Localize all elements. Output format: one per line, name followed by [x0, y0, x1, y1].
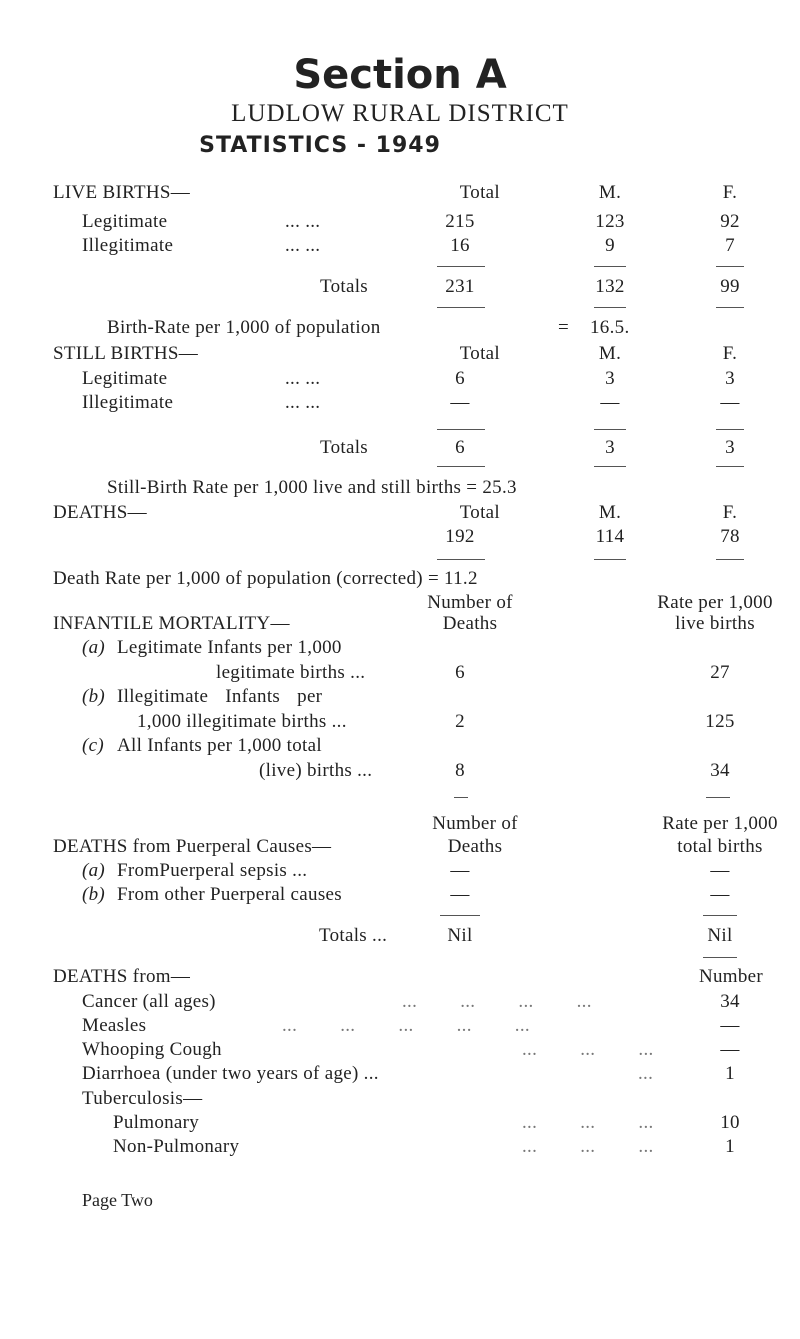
deaths-col-f: F.	[722, 502, 738, 523]
puerperal-b-label: (b)	[82, 884, 106, 905]
still-illegitimate-dots: ... ...	[285, 392, 321, 413]
rule	[716, 559, 744, 560]
rule	[706, 797, 730, 798]
puerperal-a-label: (a)	[82, 860, 106, 881]
puerperal-col2-a: Rate per 1,000	[662, 813, 778, 834]
still-totals-m: 3	[605, 437, 615, 458]
death-rate: Death Rate per 1,000 of population (corrected) = 11.2	[53, 568, 478, 589]
infantile-col2-a: Rate per 1,000	[657, 592, 773, 613]
infantile-c-rate: 34	[710, 760, 730, 781]
deaths-col-m: M.	[598, 502, 622, 523]
rule	[437, 307, 485, 308]
still-illegitimate-m: —	[600, 392, 620, 413]
deaths-from-diarrhoea-value: 1	[725, 1063, 735, 1084]
tb-non-pulmonary-dots: ... ... ...	[522, 1136, 654, 1157]
live-totals-label: Totals	[320, 276, 368, 297]
still-illegitimate-label: Illegitimate	[82, 392, 174, 413]
infantile-b-deaths: 2	[455, 711, 465, 732]
infantile-b-rate: 125	[705, 711, 735, 732]
live-legitimate-total: 215	[445, 211, 475, 232]
live-totals-f: 99	[720, 276, 740, 297]
infantile-a-line2: legitimate births ...	[216, 662, 366, 683]
still-legitimate-f: 3	[725, 368, 735, 389]
puerperal-a-text: FromPuerperal sepsis ...	[117, 860, 308, 881]
still-births-heading: STILL BIRTHS—	[53, 343, 199, 364]
rule	[440, 915, 480, 916]
puerperal-b-deaths: —	[450, 884, 470, 905]
still-totals-f: 3	[725, 437, 735, 458]
deaths-f: 78	[720, 526, 740, 547]
live-legitimate-dots: ... ...	[285, 211, 321, 232]
still-totals-total: 6	[455, 437, 465, 458]
infantile-a-label: (a)	[82, 637, 106, 658]
infantile-col1-a: Number of	[427, 592, 513, 613]
puerperal-a-deaths: —	[450, 860, 470, 881]
infantile-c-deaths: 8	[455, 760, 465, 781]
live-legitimate-m: 123	[595, 211, 625, 232]
live-illegitimate-label: Illegitimate	[82, 235, 174, 256]
rule	[594, 429, 626, 430]
live-births-col-f: F.	[722, 182, 738, 203]
deaths-from-cancer-dots: ... ... ... ...	[402, 991, 592, 1012]
rule	[437, 559, 485, 560]
infantile-b-line1: Illegitimate Infants per	[117, 686, 323, 707]
infantile-a-line1: Legitimate Infants per 1,000	[117, 637, 342, 658]
live-illegitimate-m: 9	[605, 235, 615, 256]
birth-rate-eq: =	[558, 317, 570, 338]
still-births-col-total: Total	[459, 343, 500, 364]
tb-pulmonary-dots: ... ... ...	[522, 1112, 654, 1133]
deaths-from-whooping-dots: ... ... ...	[522, 1039, 654, 1060]
puerperal-col1-a: Number of	[432, 813, 518, 834]
puerperal-totals-deaths: Nil	[447, 925, 473, 946]
deaths-m: 114	[595, 526, 625, 547]
tb-pulmonary-value: 10	[720, 1112, 740, 1133]
infantile-b-label: (b)	[82, 686, 106, 707]
rule	[716, 266, 744, 267]
deaths-heading: DEATHS—	[53, 502, 147, 523]
still-legitimate-label: Legitimate	[82, 368, 168, 389]
puerperal-b-text: From other Puerperal causes	[117, 884, 342, 905]
deaths-from-col: Number	[698, 966, 763, 987]
rule	[437, 466, 485, 467]
rule	[594, 266, 626, 267]
puerperal-col2-b: total births	[677, 836, 763, 857]
infantile-col2-b: live births	[675, 613, 755, 634]
rule	[594, 559, 626, 560]
live-illegitimate-f: 7	[725, 235, 735, 256]
deaths-from-measles-label: Measles	[82, 1015, 147, 1036]
still-totals-label: Totals	[320, 437, 368, 458]
deaths-from-measles-value: —	[720, 1015, 740, 1036]
live-births-col-m: M.	[598, 182, 622, 203]
deaths-from-cancer-label: Cancer (all ages)	[82, 991, 216, 1012]
tb-non-pulmonary-label: Non-Pulmonary	[113, 1136, 240, 1157]
deaths-from-diarrhoea-label: Diarrhoea (under two years of age) ...	[82, 1063, 379, 1084]
live-births-col-total: Total	[459, 182, 500, 203]
section-title: Section A	[293, 52, 507, 98]
deaths-from-diarrhoea-dots: ...	[638, 1063, 654, 1084]
rule	[454, 797, 468, 798]
district-title: LUDLOW RURAL DISTRICT	[231, 100, 569, 127]
live-totals-total: 231	[445, 276, 475, 297]
still-birth-rate: Still-Birth Rate per 1,000 live and still births = 25.3	[107, 477, 517, 498]
still-births-col-f: F.	[722, 343, 738, 364]
tb-non-pulmonary-value: 1	[725, 1136, 735, 1157]
still-legitimate-total: 6	[455, 368, 465, 389]
infantile-c-line1: All Infants per 1,000 total	[117, 735, 322, 756]
rule	[716, 466, 744, 467]
rule	[594, 307, 626, 308]
puerperal-col1-b: Deaths	[447, 836, 503, 857]
live-legitimate-label: Legitimate	[82, 211, 168, 232]
deaths-from-whooping-label: Whooping Cough	[82, 1039, 222, 1060]
birth-rate-label: Birth-Rate per 1,000 of population	[107, 317, 381, 338]
page-number: Page Two	[82, 1190, 153, 1210]
infantile-a-deaths: 6	[455, 662, 465, 683]
rule	[437, 266, 485, 267]
statistics-title: STATISTICS - 1949	[199, 133, 441, 158]
infantile-b-line2: 1,000 illegitimate births ...	[137, 711, 347, 732]
infantile-c-line2: (live) births ...	[259, 760, 373, 781]
puerperal-totals-rate: Nil	[707, 925, 733, 946]
tuberculosis-heading: Tuberculosis—	[82, 1088, 203, 1109]
tb-pulmonary-label: Pulmonary	[113, 1112, 200, 1133]
still-legitimate-dots: ... ...	[285, 368, 321, 389]
infantile-heading: INFANTILE MORTALITY—	[53, 613, 290, 634]
rule	[716, 429, 744, 430]
rule	[716, 307, 744, 308]
rule	[594, 466, 626, 467]
still-illegitimate-f: —	[720, 392, 740, 413]
live-illegitimate-total: 16	[450, 235, 470, 256]
live-illegitimate-dots: ... ...	[285, 235, 321, 256]
puerperal-b-rate: —	[710, 884, 730, 905]
live-legitimate-f: 92	[720, 211, 740, 232]
live-totals-m: 132	[595, 276, 625, 297]
rule	[437, 429, 485, 430]
puerperal-a-rate: —	[710, 860, 730, 881]
still-births-col-m: M.	[598, 343, 622, 364]
rule	[703, 957, 737, 958]
deaths-from-measles-dots: ... ... ... ... ...	[282, 1015, 530, 1036]
deaths-from-cancer-value: 34	[720, 991, 740, 1012]
deaths-from-heading: DEATHS from—	[53, 966, 191, 987]
still-illegitimate-total: —	[450, 392, 470, 413]
infantile-c-label: (c)	[82, 735, 104, 756]
deaths-col-total: Total	[459, 502, 500, 523]
rule	[703, 915, 737, 916]
deaths-from-whooping-value: —	[720, 1039, 740, 1060]
live-births-heading: LIVE BIRTHS—	[53, 182, 191, 203]
infantile-a-rate: 27	[710, 662, 730, 683]
infantile-col1-b: Deaths	[442, 613, 498, 634]
puerperal-totals-label: Totals ...	[319, 925, 388, 946]
puerperal-heading: DEATHS from Puerperal Causes—	[53, 836, 332, 857]
birth-rate-value: 16.5.	[590, 317, 630, 338]
still-legitimate-m: 3	[605, 368, 615, 389]
deaths-total: 192	[445, 526, 475, 547]
